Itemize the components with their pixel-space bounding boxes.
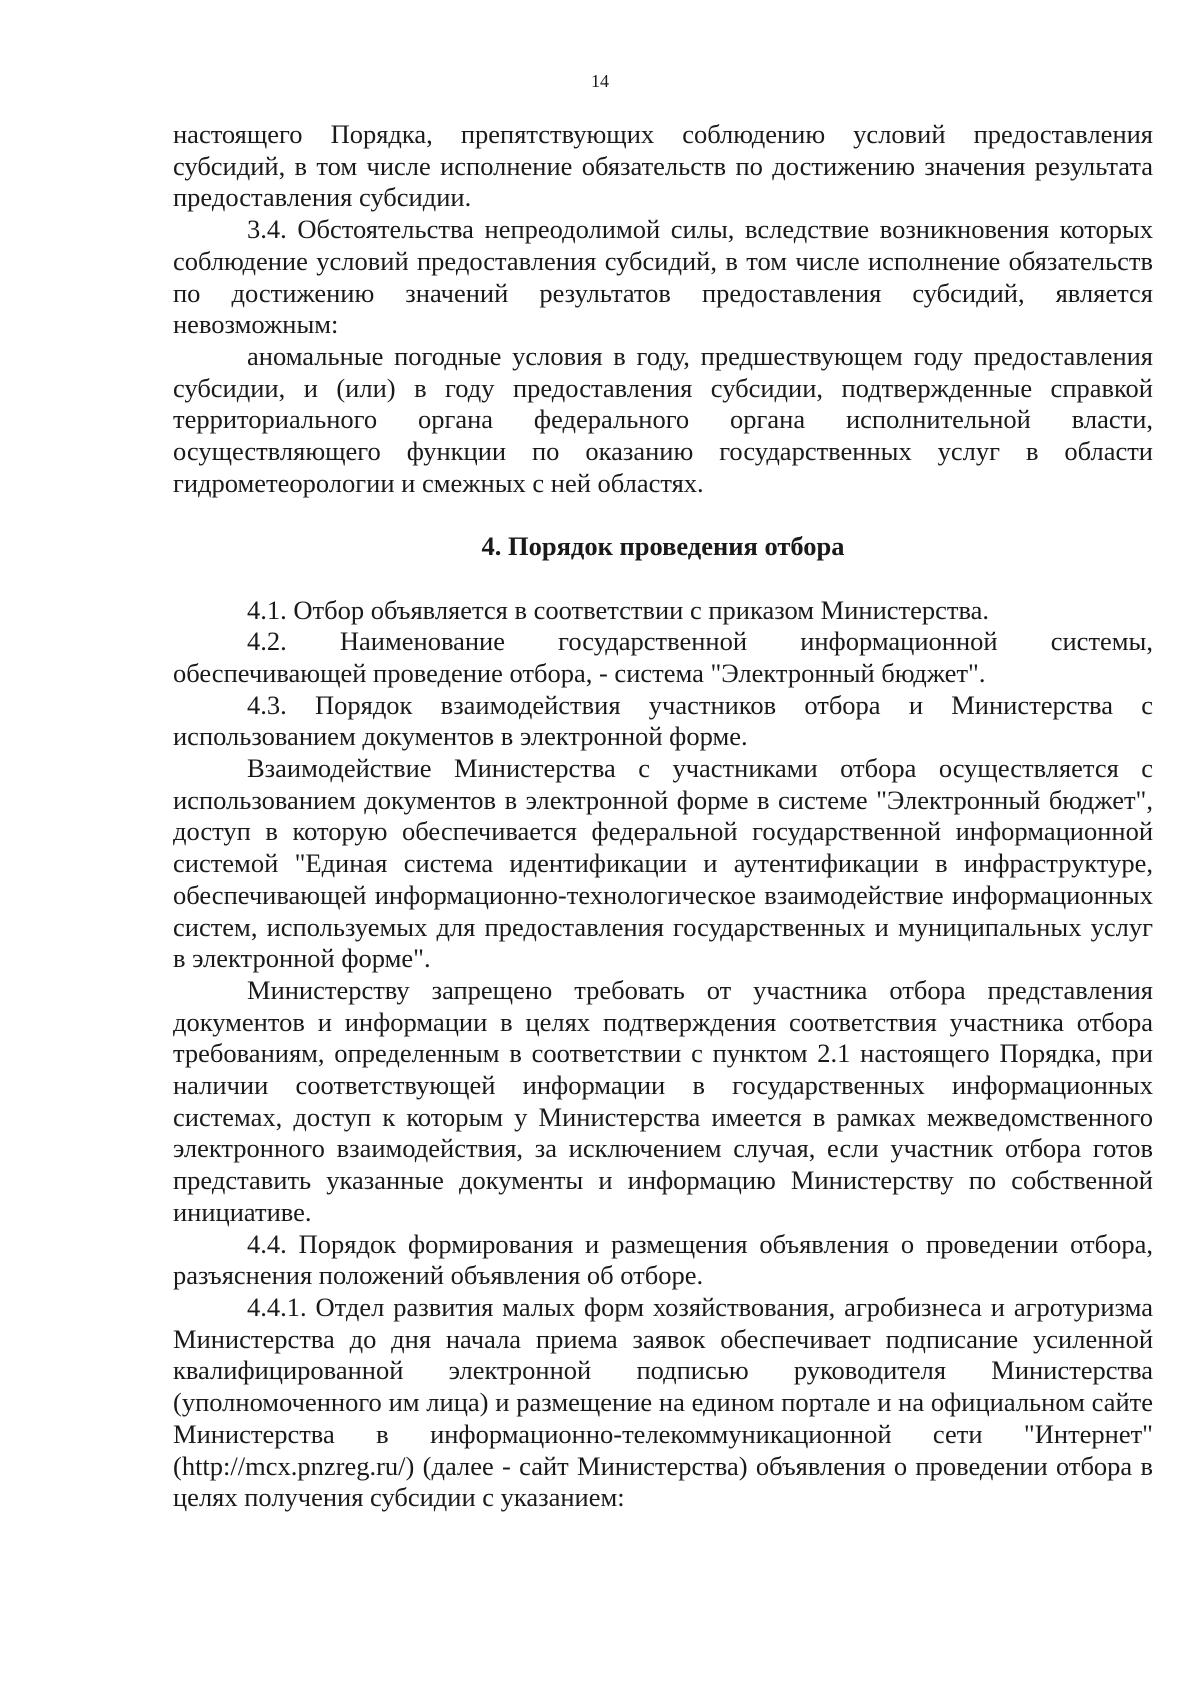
paragraph-3-4: 3.4. Обстоятельства непреодолимой силы, вследствие возникновения которых соблюдение условий предоставления субсидий, в том числе исполнение обязательств по достижению значений результатов предоставления субсидий, является невозможным: xyxy=(173,214,1153,340)
paragraph-interaction: Взаимодействие Министерства с участниками отбора осуществляется с использованием документов в электронной форме в системе "Электронный бюджет", доступ в которую обеспечивается федеральной государственной информационной системой "Единая система идентификации и аутентификации в инфраструктуре, обеспечивающей информационно-технологическое взаимодействие информационных систем, используемых для предоставления государственных и муниципальных услуг в электронной форме". xyxy=(173,753,1153,974)
paragraph-4-3: 4.3. Порядок взаимодействия участников отбора и Министерства с использованием документов в электронной форме. xyxy=(173,689,1153,752)
document-body xyxy=(173,119,1153,1514)
page-number: 14 xyxy=(591,71,609,91)
paragraph-prohibition: Министерству запрещено требовать от участника отбора представления документов и информации в целях подтверждения соответствия участника отбора требованиям, определенным в соответствии с пунктом 2.1 настоящего Порядка, при наличии соответствующей информации в государственных информационных системах, доступ к которым у Министерства имеется в рамках межведомственного электронного взаимодействия, за исключением случая, если участник отбора готов представить указанные документы и информацию Министерству по собственной инициативе. xyxy=(173,974,1153,1227)
paragraph-4-2: 4.2. Наименование государственной информационной системы, обеспечивающей проведение отбора, - система "Электронный бюджет". xyxy=(173,626,1153,688)
section-heading: 4. Порядок проведения отбора xyxy=(481,531,845,562)
paragraph-continuation: настоящего Порядка, препятствующих соблюдению условий предоставления субсидий, в том числе исполнение обязательств по достижению значения результата предоставления субсидии. xyxy=(173,119,1153,213)
paragraph-weather-conditions: аномальные погодные условия в году, предшествующем году предоставления субсидии, и (или) в году предоставления субсидии, подтвержденные справкой территориального органа федерального органа исполнительной власти, осуществляющего функции по оказанию государственных услуг в области гидрометеорологии и смежных с ней областях. xyxy=(173,340,1153,498)
paragraph-4-4: 4.4. Порядок формирования и размещения объявления о проведении отбора, разъяснения положений объявления об отборе. xyxy=(173,1228,1153,1291)
paragraph-4-4-1: 4.4.1. Отдел развития малых форм хозяйствования, агробизнеса и агротуризма Министерства до дня начала приема заявок обеспечивает подписание усиленной квалифицированной электронной подписью руководителя Министерства (уполномоченного им лица) и размещение на едином портале и на официальном сайте Министерства в информационно-телекоммуникационной сети "Интернет" (http://mcx.pnzreg.ru/) (далее - сайт Министерства) объявления о проведении отбора в целях получения субсидии с указанием: xyxy=(173,1291,1153,1513)
paragraph-4-1: 4.1. Отбор объявляется в соответствии с приказом Министерства. xyxy=(247,594,990,625)
